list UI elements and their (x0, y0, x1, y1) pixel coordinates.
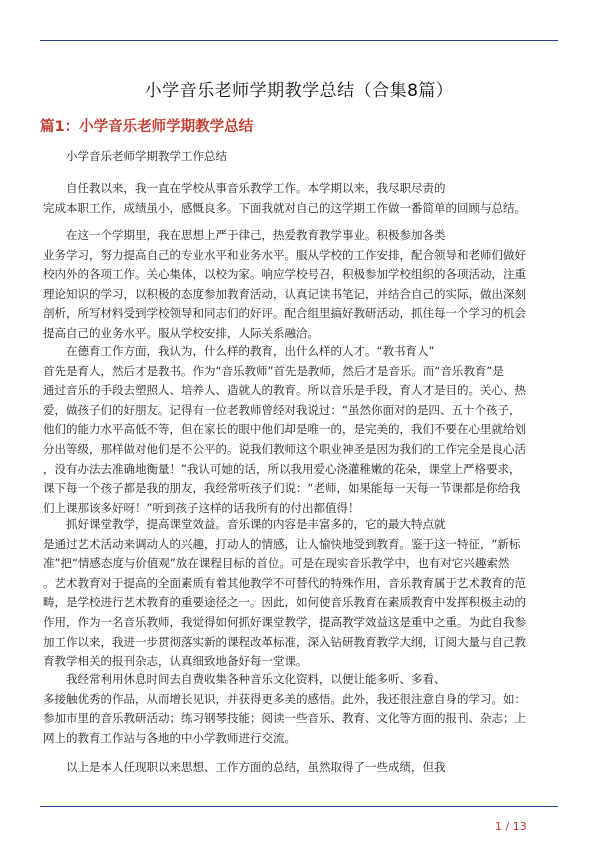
text-line: 小学音乐老师学期教学工作总结 (66, 149, 227, 163)
page-number: 1 / 13 (495, 820, 527, 833)
text-line: 课下每一个孩子都是我的朋友，我经常听孩子们说：“老师，如果能每一天每一节课都是你给我 (43, 481, 521, 496)
text-line: 抓好课堂教学，提高课堂效益。音乐课的内容是丰富多的，它的最大特点就 (66, 517, 446, 531)
paragraph-subtitle (43, 147, 555, 167)
footer-rule (40, 806, 558, 807)
text-line: 理论知识的学习，以积极的态度参加教育活动，认真记读书笔记，并结合自己的实际，做出深刻 (43, 286, 526, 301)
text-line: ，没有办法去准确地衡量！”我认可她的话，所以我用爱心浇灌稚嫩的花朵，课堂上严格要求， (43, 461, 521, 476)
text-line: 畴，是学校进行艺术教育的重要途径之一。因此，如何使音乐教育在素质教育中发挥积极主动的 (43, 595, 526, 610)
text-line: 是通过艺术活动来调动人的兴趣，打动人的情感，让人愉快地受到教育。鉴于这一特征，“新标 (43, 536, 521, 551)
text-line: 他们的能力水平高低不等，但在家长的眼中他们却是唯一的，是完美的，我们不要在心里就给划 (43, 422, 526, 437)
text-line: 通过音乐的手段去塑照人、培养人、造就人的教育。所以音乐是手段，育人才是目的。关心、热 (43, 383, 526, 398)
paragraph (43, 179, 555, 218)
text-line: 我经常利用休息时间去自费收集各种音乐文化资料，以便让能多听、多看、 (66, 672, 446, 686)
text-line: 自任教以来，我一直在学校从事音乐教学工作。本学期以来，我尽职尽责的 (66, 181, 446, 195)
text-line: 首先是育人，然后才是教书。作为“音乐教师”首先是教师，然后才是音乐。而“音乐教育”是 (43, 363, 504, 378)
text-line: 多接触优秀的作品，从而增长见识，并获得更多美的感悟。此外，我还很注意自身的学习。如： (43, 691, 526, 706)
text-line: 提高自己的业务水平。服从学校安排，人际关系融洽。 (43, 325, 319, 340)
paragraph (43, 342, 555, 518)
text-line: 在德育工作方面，我认为，什么样的教育，出什么样的人才。“教书育人” (66, 344, 435, 358)
text-line: 。艺术教育对于提高的全面素质有着其他教学不可替代的特殊作用，音乐教育属于艺术教育的范 (43, 575, 526, 590)
text-line: 网上的教育工作站与各地的中小学教师进行交流。 (43, 730, 296, 745)
text-line: 爱，做孩子们的好朋友。记得有一位老教师曾经对我说过：“虽然你面对的是四、五十个孩子， (43, 402, 521, 417)
text-line: 校内外的各项工作。关心集体，以校为家。响应学校号召，积极参加学校组织的各项活动，注重 (43, 267, 526, 282)
paragraph (43, 515, 555, 672)
paragraph (43, 226, 555, 344)
text-line: 在这一个学期里，我在思想上严于律己，热爱教育教学事业。积极参加各类 (66, 228, 446, 242)
text-line: 分出等级，那样做对他们是不公平的。说我们教师这个职业神圣是因为我们的工作完全是良心活 (43, 441, 526, 456)
text-line: 以上是本人任现职以来思想、工作方面的总结，虽然取得了一些成绩，但我 (66, 760, 446, 774)
paragraph (43, 670, 555, 748)
section-heading: 篇1：小学音乐老师学期教学总结 (40, 119, 254, 135)
text-line: 加工作以来，我进一步贯彻落实新的课程改革标准，深入钻研教育教学大纲，订阅大量与自己教 (43, 634, 526, 649)
text-line: 育教学相关的报刊杂志，认真细致地备好每一堂课。 (43, 654, 308, 669)
text-line: 准”把“情感态度与价值观”放在课程目标的首位。可是在现实音乐教学中，也有对它兴趣索然 (43, 556, 510, 571)
text-line: 参加市里的音乐教研活动；练习钢琴技能；阅读一些音乐、教育、文化等方面的报刊、杂志；上 (43, 711, 526, 726)
text-line: 们上课那该多好呀！”听到孩子这样的话我所有的付出都值得！ (43, 500, 360, 515)
text-line: 剖析，所写材料受到学校领导和同志们的好评。配合组里搞好教研活动，抓住每一个学习的机会 (43, 306, 526, 321)
document-title: 小学音乐老师学期教学总结（合集8篇） (144, 81, 454, 101)
text-line: 完成本职工作，成绩虽小，感慨良多。下面我就对自己的这学期工作做一番简单的回顾与总结。 (43, 200, 526, 215)
header-rule (40, 40, 558, 41)
text-line: 作用，作为一名音乐教师，我觉得如何抓好课堂教学，提高教学效益这是重中之重。为此自我参 (43, 614, 526, 629)
paragraph (43, 758, 555, 778)
text-line: 业务学习，努力提高自己的专业水平和业务水平。服从学校的工作安排，配合领导和老师们做好 (43, 247, 526, 262)
